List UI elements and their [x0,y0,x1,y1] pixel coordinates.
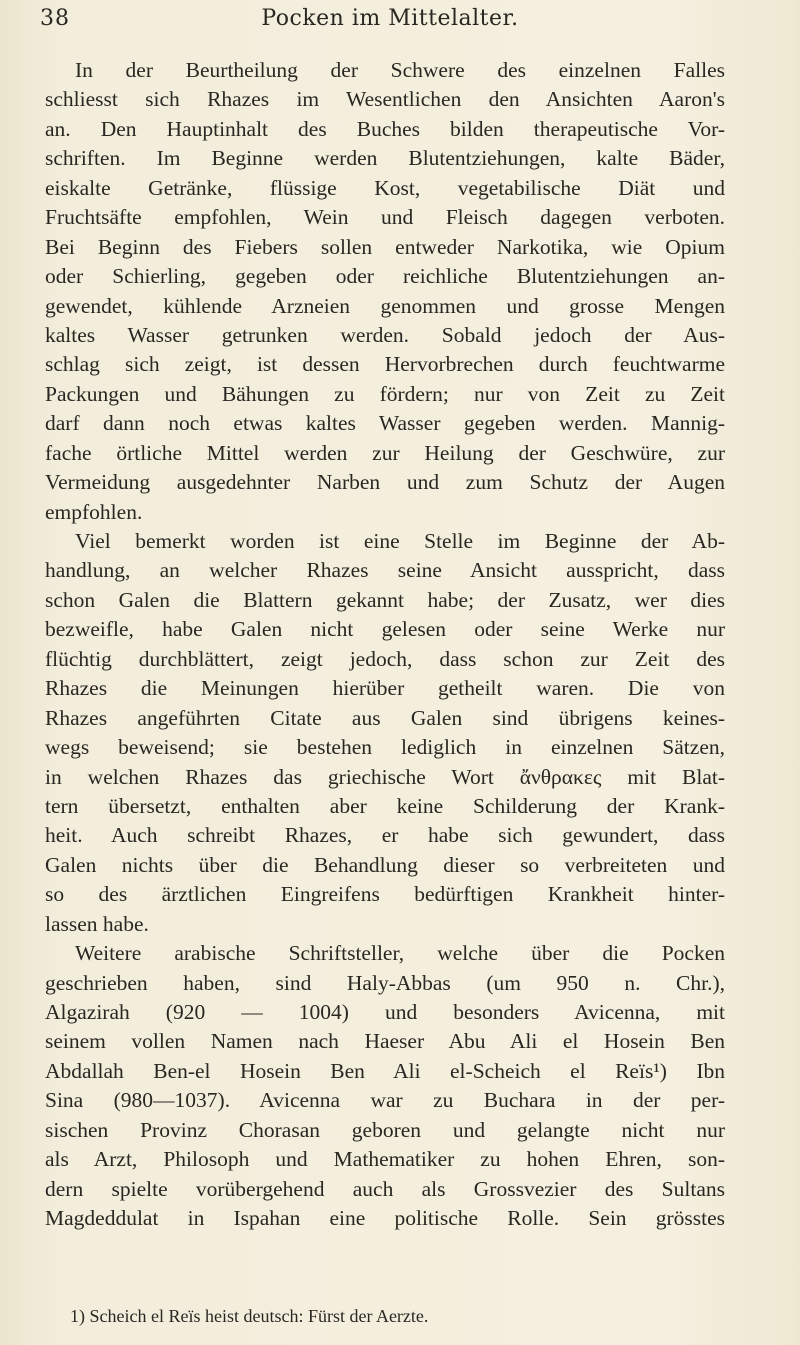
text-line: empfohlen. [45,499,143,524]
text-line: wegs beweisend; sie bestehen lediglich in einzelnen Sätzen, [45,735,725,760]
text-line: bezweifle, habe Galen nicht gelesen oder seine Werke nur [45,617,725,642]
text-line: Algazirah (920 — 1004) und besonders Avicenna, mit [45,1000,725,1024]
text-line: dern spielte vorübergehend auch als Grossvezier des Sultans [45,1176,725,1201]
text-line: tern übersetzt, enthalten aber keine Schilderung der Krank- [45,793,725,818]
text-line: eiskalte Getränke, flüssige Kost, vegetabilische Diät und [45,175,725,200]
text-line: sischen Provinz Chorasan geboren und gelangte nicht nur [45,1117,725,1142]
text-line: Rhazes angeführten Citate aus Galen sind übrigens keines- [45,705,725,730]
text-line: Fruchtsäfte empfohlen, Wein und Fleisch dagegen verboten. [45,205,725,230]
text-line: schlag sich zeigt, ist dessen Hervorbrechen durch feuchtwarme [45,352,725,377]
text-line: seinem vollen Namen nach Haeser Abu Ali el Hosein Ben [45,1029,725,1054]
text-line: fache örtliche Mittel werden zur Heilung der Geschwüre, zur [45,440,725,465]
text-line: Viel bemerkt worden ist eine Stelle im Beginne der Ab- [75,529,725,553]
text-line: Magdeddulat in Ispahan eine politische Rolle. Sein grösstes [45,1206,725,1231]
text-line: so des ärztlichen Eingreifens bedürftigen Krankheit hinter- [45,882,725,907]
text-line: oder Schierling, gegeben oder reichliche Blutentziehungen an- [45,264,725,289]
page-number: 38 [40,6,70,31]
text-line: lassen habe. [45,911,149,936]
text-line: geschrieben haben, sind Haly-Abbas (um 950 n. Chr.), [45,970,725,995]
text-line: darf dann noch etwas kaltes Wasser gegeben werden. Mannig- [45,411,725,436]
running-title: Pocken im Mittelalter. [261,6,519,31]
text-line: flüchtig durchblättert, zeigt jedoch, dass schon zur Zeit des [45,646,725,671]
footnote: 1) Scheich el Reïs heist deutsch: Fürst der Aerzte. [70,1306,429,1326]
text-line: an. Den Hauptinhalt des Buches bilden therapeutische Vor- [45,116,725,141]
text-line: gewendet, kühlende Arzneien genommen und grosse Mengen [45,293,725,318]
text-line: In der Beurtheilung der Schwere des einzelnen Falles [75,58,725,82]
page-header [40,6,740,40]
text-line: Sina (980—1037). Avicenna war zu Buchara in der per- [45,1088,725,1113]
text-line: Galen nichts über die Behandlung dieser so verbreiteten und [45,852,725,877]
body-text [45,56,725,1234]
text-line: schriften. Im Beginne werden Blutentziehungen, kalte Bäder, [45,146,725,171]
text-line: schon Galen die Blattern gekannt habe; der Zusatz, wer dies [45,587,725,612]
text-line: schliesst sich Rhazes im Wesentlichen den Ansichten Aaron's [45,87,725,112]
text-line: in welchen Rhazes das griechische Wort ἄνθρακες mit Blat- [45,764,725,789]
text-line: Abdallah Ben-el Hosein Ben Ali el-Scheich el Reïs¹) Ibn [45,1058,725,1083]
text-line: Bei Beginn des Fiebers sollen entweder Narkotika, wie Opium [45,234,725,259]
text-line: Packungen und Bähungen zu fördern; nur von Zeit zu Zeit [45,381,725,406]
text-line: Weitere arabische Schriftsteller, welche über die Pocken [75,941,725,966]
text-line: kaltes Wasser getrunken werden. Sobald jedoch der Aus- [45,322,725,347]
text-line: heit. Auch schreibt Rhazes, er habe sich gewundert, dass [45,823,725,848]
text-line: Vermeidung ausgedehnter Narben und zum Schutz der Augen [45,470,725,495]
text-line: als Arzt, Philosoph und Mathematiker zu hohen Ehren, son- [45,1147,725,1172]
text-line: handlung, an welcher Rhazes seine Ansicht ausspricht, dass [45,558,725,583]
text-line: Rhazes die Meinungen hierüber getheilt waren. Die von [45,676,725,701]
